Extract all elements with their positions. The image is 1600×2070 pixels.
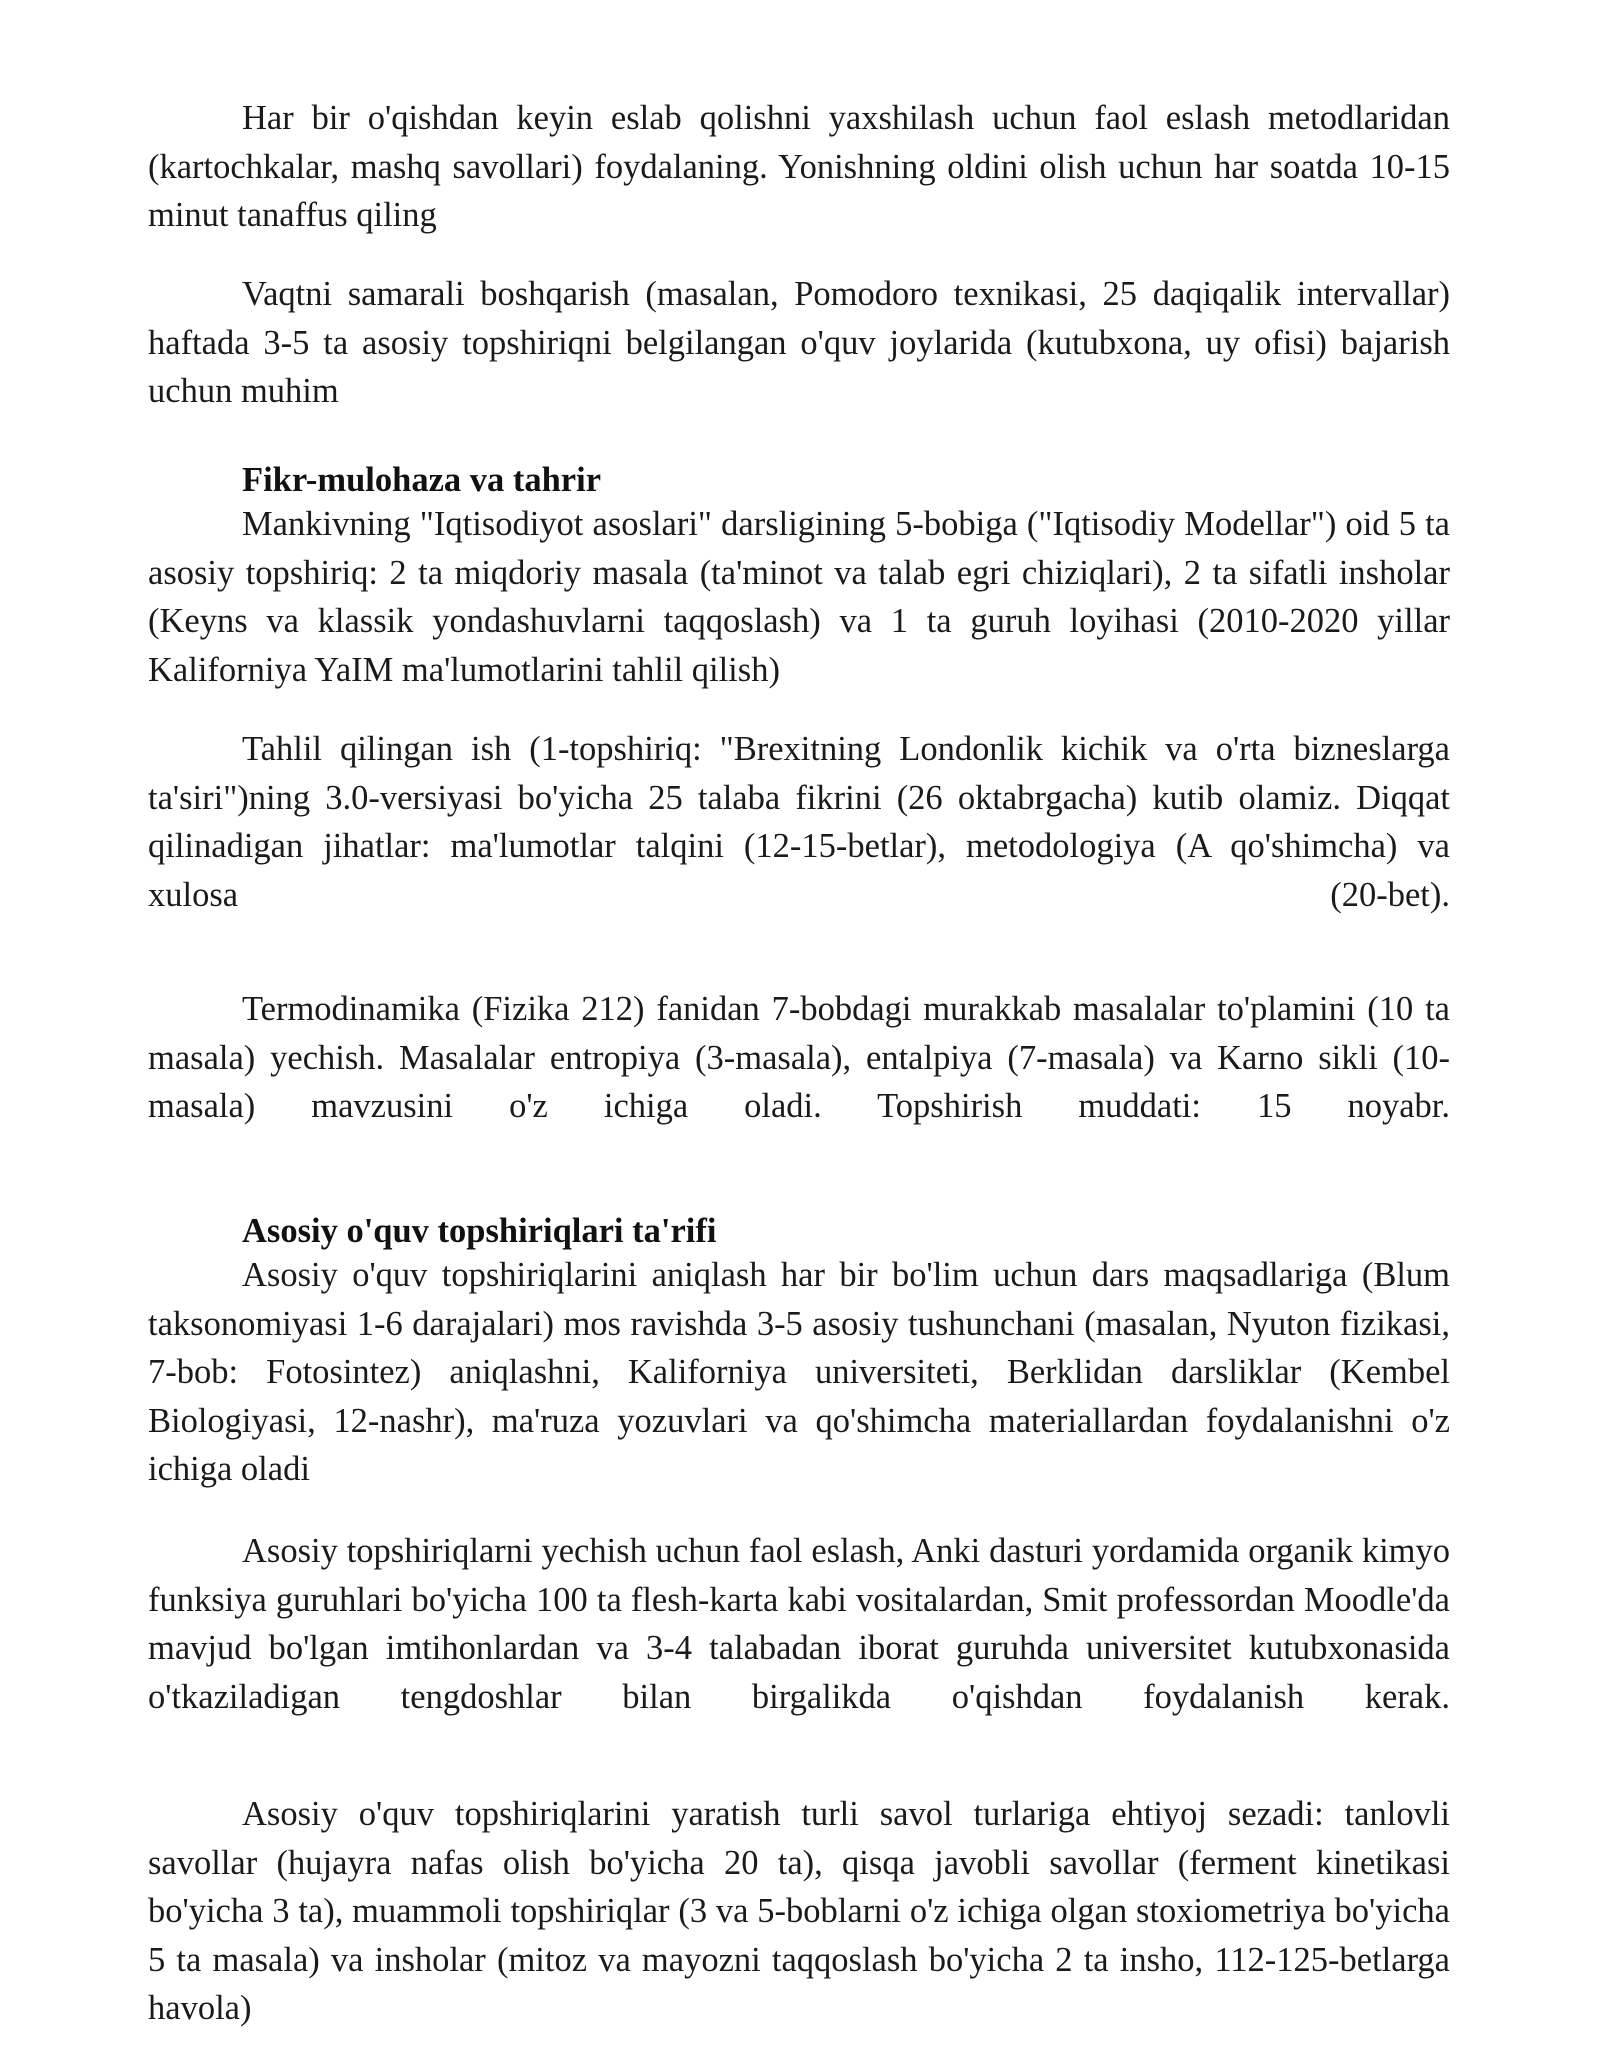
paragraph-time-management: Vaqtni samarali boshqarish (masalan, Pomodoro texnikasi, 25 daqiqalik intervallar) haftada 3-5 ta asosiy topshiriqni belgilangan o'quv joylarida (kutubxona, uy ofisi) bajarish uchun muhim — [148, 275, 1450, 410]
paragraph-study-recall: Har bir o'qishdan keyin eslab qolishni yaxshilash uchun faol eslash metodlaridan (kartochkalar, mashq savollari) foydalaning. Yonishning oldini olish uchun har soatda 10-15 minut tanaffus qiling — [148, 99, 1450, 234]
paragraph-economics-tasks: Mankivning "Iqtisodiyot asoslari" darsligining 5-bobiga ("Iqtisodiy Modellar") oid 5 ta asosiy topshiriq: 2 ta miqdoriy masala (ta'minot va talab egri chiziqlari), 2 ta sifatli insholar (Keyns va klassik yondashuvlarni taqqoslash) va 1 ta guruh loyihasi (2010-2020 yillar Kaliforniya YaIM ma'lumotlarini tahlil qilish) — [148, 505, 1450, 689]
heading-feedback-editing: Fikr-mulohaza va tahrir — [242, 461, 602, 499]
paragraph-thermodynamics: Termodinamika (Fizika 212) fanidan 7-bobdagi murakkab masalalar to'plamini (10 ta masala) yechish. Masalalar entropiya (3-masala), entalpiya (7-masala) va Karno sikli (10-masala) mavzusini o'z ichiga oladi. Topshirish muddati: 15 noyabr. — [148, 990, 1450, 1125]
heading-core-tasks-definition: Asosiy o'quv topshiriqlari ta'rifi — [242, 1212, 717, 1250]
paragraph-active-recall-tools: Asosiy topshiriqlarni yechish uchun faol eslash, Anki dasturi yordamida organik kimyo funksiya guruhlari bo'yicha 100 ta flesh-karta kabi vositalardan, Smit professordan Moodle'da mavjud bo'lgan imtihonlardan va 3-4 talabadan iborat guruhda universitet kutubxonasida o'tkaziladigan tengdoshlar bilan birgalikda o'qishdan foydalanish kerak. — [148, 1532, 1450, 1716]
paragraph-brexit-feedback: Tahlil qilingan ish (1-topshiriq: "Brexitning Londonlik kichik va o'rta bizneslarga ta'siri")ning 3.0-versiyasi bo'yicha 25 talaba fikrini (26 oktabrgacha) kutib olamiz. Diqqat qilinadigan jihatlar: ma'lumotlar talqini (12-15-betlar), metodologiya (A qo'shimcha) va xulosa (20-bet). — [148, 730, 1450, 914]
paragraph-question-types: Asosiy o'quv topshiriqlarini yaratish turli savol turlariga ehtiyoj sezadi: tanlovli savollar (hujayra nafas olish bo'yicha 20 ta), qisqa javobli savollar (ferment kinetikasi bo'yicha 3 ta), muammoli topshiriqlar (3 va 5-boblarni o'z ichiga olgan stoxiometriya bo'yicha 5 ta masala) va insholar (mitoz va mayozni taqqoslash bo'yicha 2 ta insho, 112-125-betlarga havola) — [148, 1795, 1450, 2027]
paragraph-core-task-identification: Asosiy o'quv topshiriqlarini aniqlash har bir bo'lim uchun dars maqsadlariga (Blum taksonomiyasi 1-6 darajalari) mos ravishda 3-5 asosiy tushunchani (masalan, Nyuton fizikasi, 7-bob: Fotosintez) aniqlashni, Kaliforniya universiteti, Berklidan darsliklar (Kembel Biologiyasi, 12-nashr), ma'ruza yozuvlari va qo'shimcha materiallardan foydalanishni o'z ichiga oladi — [148, 1256, 1450, 1488]
